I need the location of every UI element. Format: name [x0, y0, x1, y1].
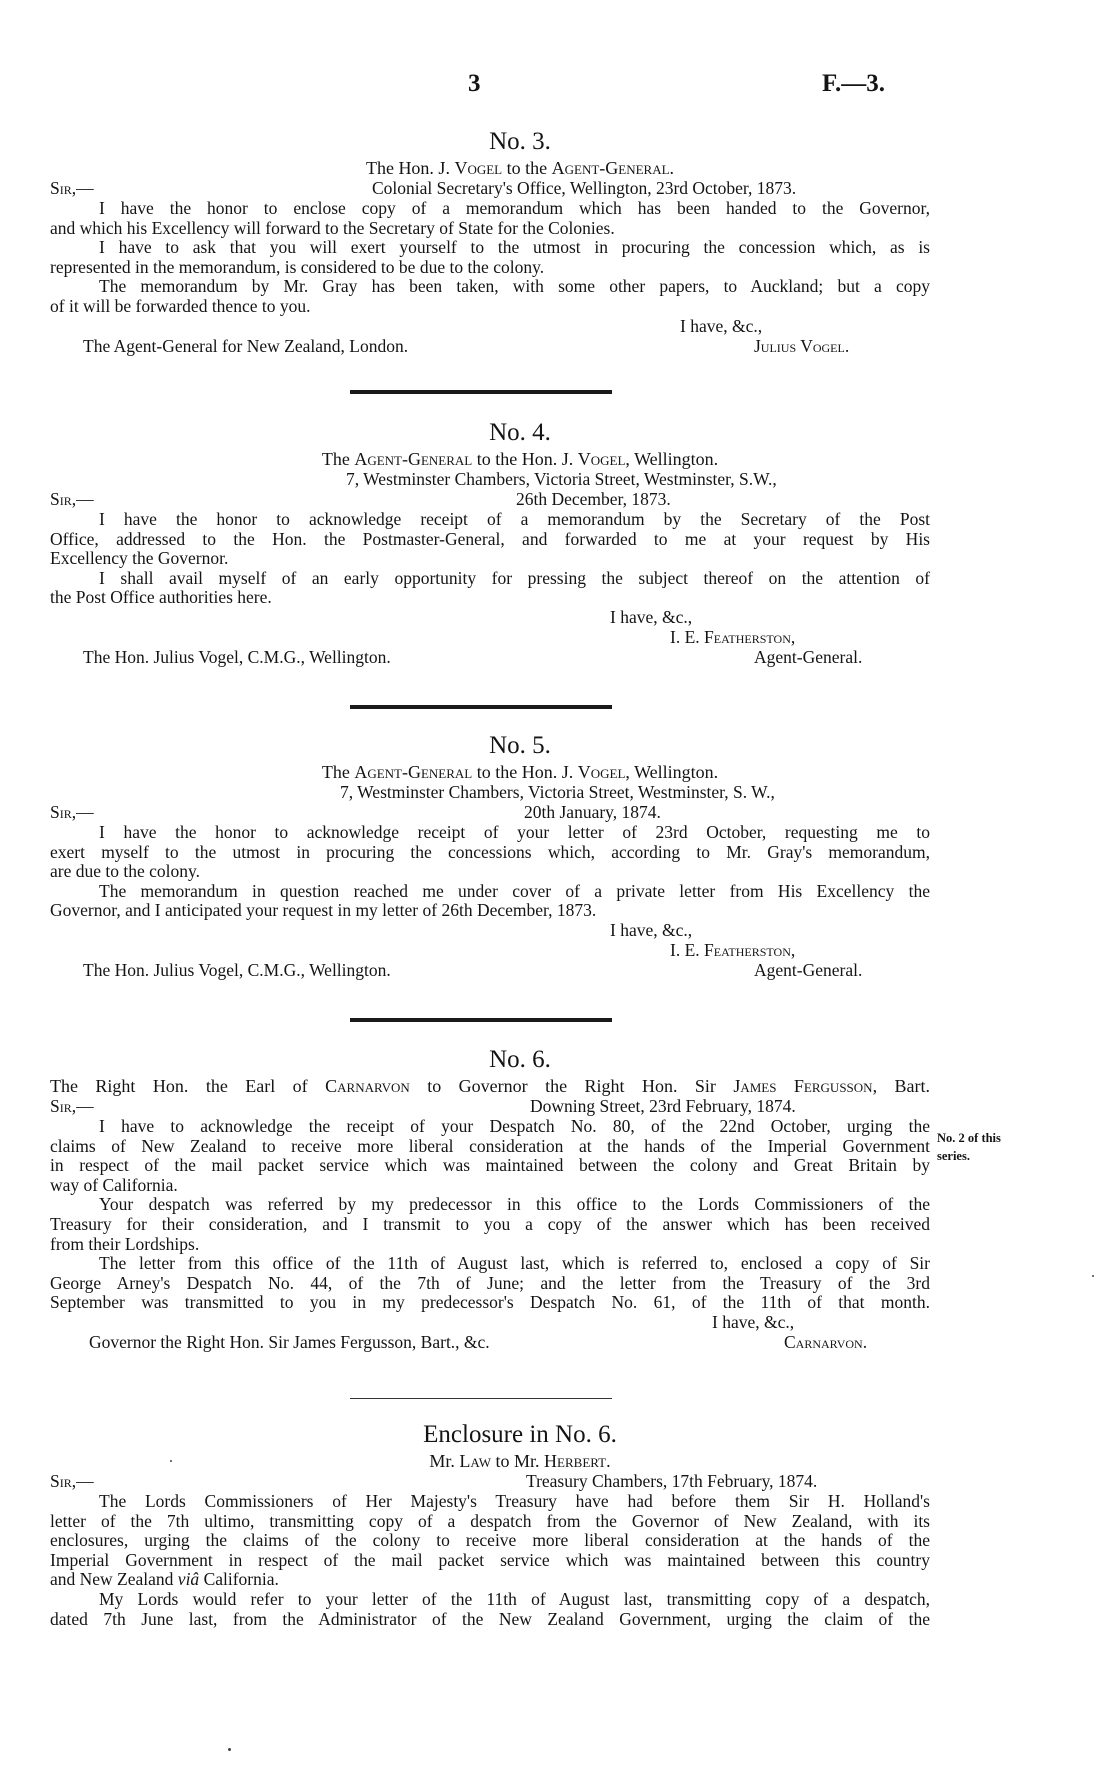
body-line: are due to the colony. [50, 861, 200, 882]
body-line: The memorandum by Mr. Gray has been taken, with some other papers, to Auckland; but a copy [99, 276, 930, 297]
letter-no-4 [50, 418, 930, 668]
sender-address: 7, Westminster Chambers, Victoria Street, Westminster, S.W., [346, 469, 777, 489]
body-line: The letter from this office of the 11th of August last, which is referred to, enclosed a copy of Sir [99, 1253, 930, 1274]
print-speck [228, 1748, 231, 1751]
salutation-row [50, 1472, 930, 1492]
letter-date: 20th January, 1874. [524, 802, 661, 822]
sender-address: Downing Street, 23rd February, 1874. [530, 1096, 796, 1116]
body-line: Governor, and I anticipated your request in my letter of 26th December, 1873. [50, 900, 597, 921]
letter-number: No. 3. [489, 128, 551, 155]
body-line: Your despatch was referred by my predecessor in this office to the Lords Commissioners of the [99, 1194, 930, 1215]
body-line: enclosures, urging the claims of the colony to receive more liberal consideration at the hands of the [50, 1530, 930, 1551]
salutation-row [50, 803, 930, 823]
body-line: way of California. [50, 1174, 178, 1195]
body-line: I have the honor to enclose copy of a memorandum which has been handed to the Governor, [99, 198, 930, 218]
signature-title: Agent-General. [754, 959, 863, 980]
signature-row [50, 941, 930, 961]
body-line: from their Lordships. [50, 1233, 200, 1254]
print-speck [170, 1460, 172, 1462]
body-line: and which his Excellency will forward to the Secretary of State for the Colonies. [50, 217, 615, 238]
body-line: and New Zealand viâ California. [50, 1569, 279, 1590]
addressee: The Agent-General for New Zealand, London. [83, 335, 409, 356]
section-rule [350, 1018, 612, 1022]
closing: I have, &c., [610, 606, 693, 627]
body-line: letter of the 7th ultimo, transmitting copy of a despatch from the Governor of New Zealand, with its [50, 1510, 930, 1531]
closing: I have, &c., [680, 315, 763, 336]
closing-row [50, 1313, 930, 1333]
salutation: Sir,— [50, 1096, 94, 1116]
signature: Carnarvon. [784, 1331, 868, 1352]
section-rule [350, 705, 612, 709]
body-line: the Post Office authorities here. [50, 587, 272, 608]
body-line: in respect of the mail packet service which was maintained between the colony and Great Britain by [50, 1155, 930, 1176]
addressee: The Hon. Julius Vogel, C.M.G., Wellington. [83, 959, 391, 980]
body-line: of it will be forwarded thence to you. [50, 295, 311, 316]
enclosure-title: Enclosure in No. 6. [423, 1421, 617, 1448]
letter-number: No. 4. [489, 419, 551, 446]
closing-row [50, 608, 930, 628]
italic-word: viâ [177, 1569, 200, 1590]
page-number: 3 [468, 70, 481, 97]
margin-note: series. [937, 1149, 970, 1163]
body-line: I have the honor to acknowledge receipt of your letter of 23rd October, requesting me to [99, 822, 930, 842]
body-line: dated 7th June last, from the Administrator of the New Zealand Government, urging the claim of the [50, 1608, 930, 1629]
body-line: I shall avail myself of an early opportunity for pressing the subject thereof on the attention of [99, 567, 930, 588]
body-line: I have to ask that you will exert yourself to the utmost in procuring the concession which, as is [99, 237, 930, 258]
body-line: claims of New Zealand to receive more liberal consideration at the hands of the Imperial Government [50, 1135, 930, 1156]
sender-address: 7, Westminster Chambers, Victoria Street, Westminster, S. W., [340, 782, 775, 802]
addressee-row [50, 648, 930, 668]
sender-address: Treasury Chambers, 17th February, 1874. [526, 1471, 818, 1491]
addressee-row [50, 337, 930, 357]
salutation: Sir,— [50, 802, 94, 822]
letter-number: No. 6. [489, 1046, 551, 1073]
salutation: Sir,— [50, 1471, 94, 1491]
salutation: Sir,— [50, 178, 94, 198]
addressee-row [50, 961, 930, 981]
letter-no-5 [50, 731, 930, 981]
signature: Julius Vogel. [754, 335, 850, 356]
body-line: The Lords Commissioners of Her Majesty's Treasury have had before them Sir H. Holland's [99, 1491, 930, 1511]
signature: I. E. Featherston, [670, 626, 796, 647]
sender-address: Colonial Secretary's Office, Wellington, 23rd October, 1873. [372, 178, 797, 198]
section-rule [350, 390, 612, 394]
letter-no-6 [50, 1045, 930, 1353]
signature-row [50, 628, 930, 648]
addressee: The Hon. Julius Vogel, C.M.G., Wellington. [83, 646, 391, 667]
closing: I have, &c., [610, 919, 693, 940]
body-line: Imperial Government in respect of the mail packet service which was maintained between this country [50, 1549, 930, 1570]
enclosure-no-6 [50, 1420, 930, 1629]
letter-heading: The Agent-General to the Hon. J. Vogel, Wellington. [321, 762, 719, 782]
address-row [50, 783, 930, 803]
address-row [50, 470, 930, 490]
body-line: exert myself to the utmost in procuring the concessions which, according to Mr. Gray's memorandum, [50, 841, 930, 862]
body-line: September was transmitted to you in my predecessor's Despatch No. 61, of the 11th of that month. [50, 1292, 930, 1313]
letter-heading: The Agent-General to the Hon. J. Vogel, Wellington. [321, 449, 719, 469]
salutation-row [50, 490, 930, 510]
letter-heading: Mr. Law to Mr. Herbert. [429, 1451, 611, 1471]
body-line: The memorandum in question reached me under cover of a private letter from His Excellency the [99, 880, 930, 901]
body-line: Excellency the Governor. [50, 548, 229, 569]
letter-number: No. 5. [489, 732, 551, 759]
section-rule [350, 1398, 612, 1399]
closing-row [50, 921, 930, 941]
closing-row [50, 317, 930, 337]
salutation-row [50, 179, 930, 199]
body-line: I have the honor to acknowledge receipt of a memorandum by the Secretary of the Post [99, 509, 930, 529]
signature-title: Agent-General. [754, 646, 863, 667]
body-line: Office, addressed to the Hon. the Postmaster-General, and forwarded to me at your request by His [50, 528, 930, 549]
margin-note: No. 2 of this [937, 1131, 1001, 1145]
body-line: I have to acknowledge the receipt of your Despatch No. 80, of the 22nd October, urging the [99, 1116, 930, 1136]
letter-date: 26th December, 1873. [516, 489, 671, 509]
salutation: Sir,— [50, 489, 94, 509]
letter-heading: The Hon. J. Vogel to the Agent-General. [365, 158, 675, 178]
letter-heading: The Right Hon. the Earl of Carnarvon to Governor the Right Hon. Sir James Fergusson, Bart. [50, 1076, 930, 1096]
body-line: represented in the memorandum, is considered to be due to the colony. [50, 256, 545, 277]
salutation-row [50, 1097, 930, 1117]
closing: I have, &c., [712, 1311, 795, 1332]
document-reference: F.—3. [822, 70, 885, 97]
letter-no-3 [50, 127, 930, 357]
body-line: Treasury for their consideration, and I transmit to you a copy of the answer which has been received [50, 1213, 930, 1234]
body-line: My Lords would refer to your letter of the 11th of August last, transmitting copy of a despatch, [99, 1588, 930, 1609]
addressee-row [50, 1333, 930, 1353]
addressee: Governor the Right Hon. Sir James Fergusson, Bart., &c. [89, 1331, 490, 1352]
body-line: George Arney's Despatch No. 44, of the 7th of June; and the letter from the Treasury of the 3rd [50, 1272, 930, 1293]
print-speck [1092, 1275, 1094, 1277]
signature: I. E. Featherston, [670, 939, 796, 960]
